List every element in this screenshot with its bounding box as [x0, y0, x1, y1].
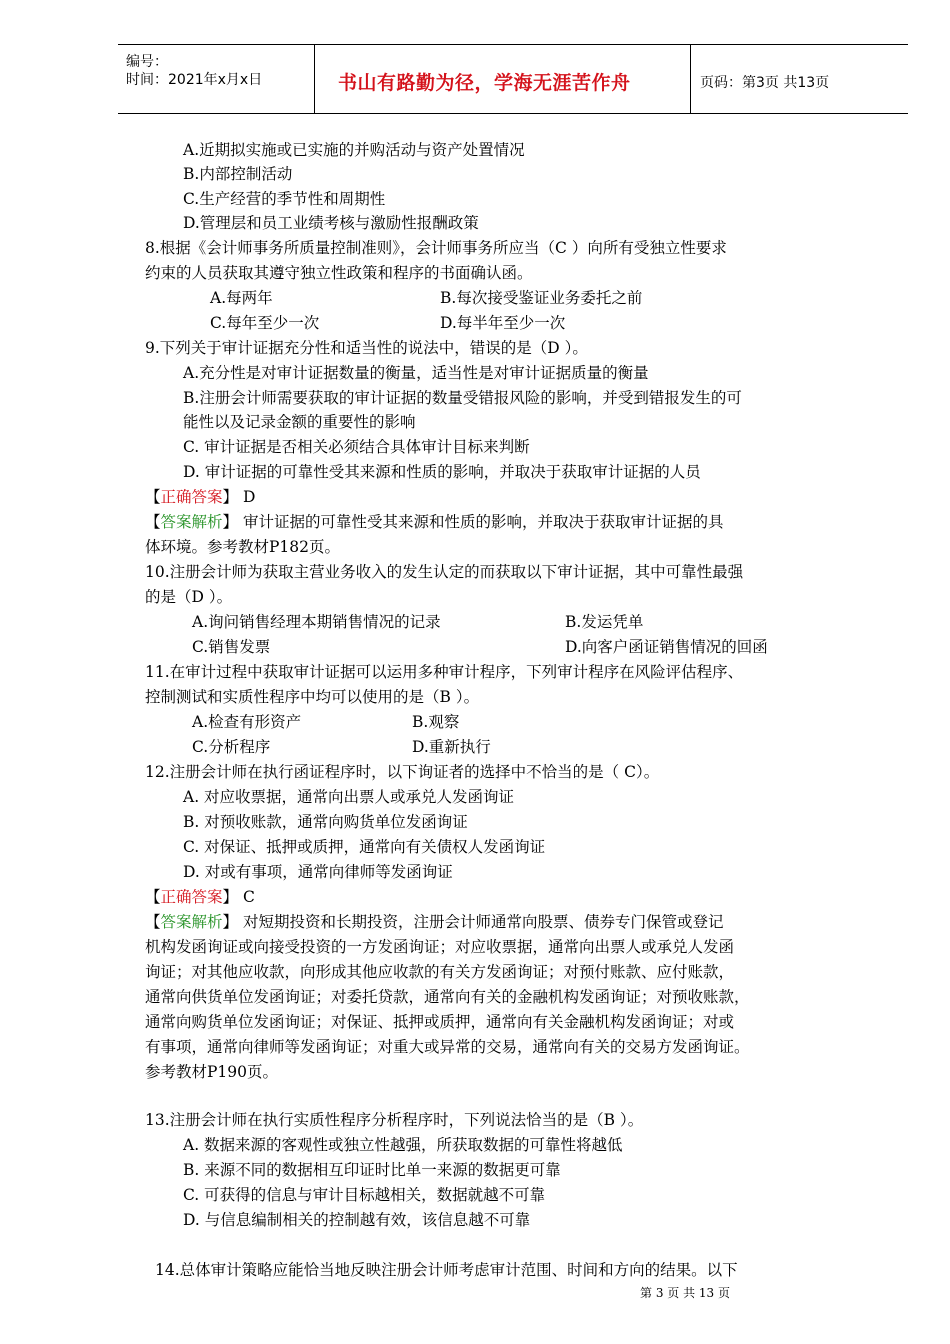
q10-option-d: D.向客户函证销售情况的回函: [565, 638, 768, 656]
explanation-label: 答案解析: [160, 513, 223, 531]
q8-option-b: B.每次接受鉴证业务委托之前: [440, 289, 643, 307]
q9-option-d: D. 审计证据的可靠性受其来源和性质的影响，并取决于获取审计证据的人员: [183, 463, 701, 481]
answer-value: 】 D: [222, 488, 256, 506]
option-b: B.内部控制活动: [183, 165, 293, 183]
question-10-line-2: 的是（D ）。: [145, 588, 233, 606]
correct-answer-label: 正确答案: [160, 888, 223, 906]
q10-option-a: A.询问销售经理本期销售情况的记录: [192, 613, 441, 631]
question-9: 9.下列关于审计证据充分性和适当性的说法中，错误的是（D ）。: [145, 339, 588, 357]
header-divider-left: [314, 44, 315, 114]
explanation-text: 】 对短期投资和长期投资，注册会计师通常向股票、债券专门保管或登记: [222, 913, 724, 931]
bracket-open: 【: [145, 913, 161, 931]
question-10-line-1: 10.注册会计师为获取主营业务收入的发生认定的而获取以下审计证据，其中可靠性最强: [145, 563, 744, 581]
q12-correct-answer: [145, 887, 255, 907]
q13-option-d: D. 与信息编制相关的控制越有效，该信息越不可靠: [183, 1211, 531, 1229]
q12-explanation-line-6: 有事项，通常向律师等发函询证；对重大或异常的交易，通常向有关的交易方发函询证。: [145, 1038, 750, 1056]
q12-explanation-line-3: 询证；对其他应收款，向形成其他应收款的有关方发函询证；对预付账款、应付账款，: [145, 963, 735, 981]
q10-option-b: B.发运凭单: [565, 613, 644, 631]
q11-option-c: C.分析程序: [192, 738, 271, 756]
bracket-open: 【: [145, 488, 161, 506]
serial-label: 编号：: [126, 54, 168, 70]
question-8-line-2: 约束的人员获取其遵守独立性政策和程序的书面确认函。: [145, 264, 533, 282]
q11-option-d: D.重新执行: [412, 738, 491, 756]
q9-explanation-line-2: 体环境。参考教材P182页。: [145, 538, 341, 556]
question-11-line-2: 控制测试和实质性程序中均可以使用的是（B ）。: [145, 688, 480, 706]
q9-option-c: C. 审计证据是否相关必须结合具体审计目标来判断: [183, 438, 530, 456]
q12-option-d: D. 对或有事项，通常向律师等发函询证: [183, 863, 453, 881]
q9-explanation-line-1: [145, 512, 723, 532]
question-11-line-1: 11.在审计过程中获取审计证据可以运用多种审计程序，下列审计程序在风险评估程序、: [145, 663, 744, 681]
q13-option-c: C. 可获得的信息与审计目标越相关，数据就越不可靠: [183, 1186, 546, 1204]
q12-explanation-line-2: 机构发函询证或向接受投资的一方发函询证；对应收票据，通常向出票人或承兑人发函: [145, 938, 735, 956]
answer-value: 】 C: [222, 888, 255, 906]
q13-option-b: B. 来源不同的数据相互印证时比单一来源的数据更可靠: [183, 1161, 561, 1179]
page-footer: 第 3 页 共 13 页: [640, 1286, 730, 1300]
header-divider-right: [690, 44, 691, 114]
question-14: 14.总体审计策略应能恰当地反映注册会计师考虑审计范围、时间和方向的结果。以下: [155, 1261, 738, 1279]
explanation-text: 】 审计证据的可靠性受其来源和性质的影响，并取决于获取审计证据的具: [222, 513, 724, 531]
time-label: 时间：2021年x月x日: [126, 72, 263, 88]
q12-explanation-line-1: [145, 912, 723, 932]
q10-option-c: C.销售发票: [192, 638, 271, 656]
q9-correct-answer: [145, 487, 255, 507]
q9-option-b-line-2: 能性以及记录金额的重要性的影响: [183, 413, 416, 431]
question-8-line-1: 8.根据《会计师事务所质量控制准则》，会计师事务所应当（C ）向所有受独立性要求: [145, 239, 727, 257]
q8-option-d: D.每半年至少一次: [440, 314, 566, 332]
explanation-label: 答案解析: [160, 913, 223, 931]
bracket-open: 【: [145, 513, 161, 531]
q11-option-b: B.观察: [412, 713, 460, 731]
header-page-label: 页码：第3页 共13页: [700, 75, 830, 91]
correct-answer-label: 正确答案: [160, 488, 223, 506]
q12-option-a: A. 对应收票据，通常向出票人或承兑人发函询证: [183, 788, 515, 806]
question-13: 13.注册会计师在执行实质性程序分析程序时，下列说法恰当的是（B ）。: [145, 1111, 644, 1129]
q12-explanation-line-4: 通常向供货单位发函询证；对委托贷款，通常向有关的金融机构发函询证；对预收账款，: [145, 988, 750, 1006]
q12-option-c: C. 对保证、抵押或质押，通常向有关债权人发函询证: [183, 838, 546, 856]
question-12: 12.注册会计师在执行函证程序时，以下询证者的选择中不恰当的是（ C）。: [145, 763, 660, 781]
q11-option-a: A.检查有形资产: [192, 713, 302, 731]
q9-option-b-line-1: B.注册会计师需要获取的审计证据的数量受错报风险的影响，并受到错报发生的可: [183, 389, 742, 407]
q12-option-b: B. 对预收账款，通常向购货单位发函询证: [183, 813, 468, 831]
q9-option-a: A.充分性是对审计证据数量的衡量，适当性是对审计证据质量的衡量: [183, 364, 649, 382]
q13-option-a: A. 数据来源的客观性或独立性越强，所获取数据的可靠性将越低: [183, 1136, 623, 1154]
header-top-rule: [118, 44, 908, 45]
q12-explanation-line-7: 参考教材P190页。: [145, 1063, 279, 1081]
q8-option-a: A.每两年: [210, 289, 273, 307]
q8-option-c: C.每年至少一次: [210, 314, 320, 332]
option-a: A.近期拟实施或已实施的并购活动与资产处置情况: [183, 141, 525, 159]
q12-explanation-line-5: 通常向购货单位发函询证；对保证、抵押或质押，通常向有关金融机构发函询证；对或: [145, 1013, 735, 1031]
option-c: C.生产经营的季节性和周期性: [183, 190, 386, 208]
bracket-open: 【: [145, 888, 161, 906]
header-motto: 书山有路勤为径，学海无涯苦作舟: [338, 72, 631, 94]
option-d: D.管理层和员工业绩考核与激励性报酬政策: [183, 214, 479, 232]
header-bottom-rule: [118, 113, 908, 114]
